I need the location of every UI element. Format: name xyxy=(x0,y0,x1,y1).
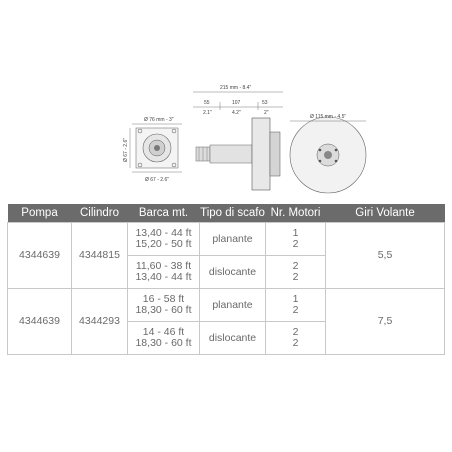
motori-line: 2 xyxy=(292,304,299,316)
back-diameter-label: Ø 115 mm - 4.5" xyxy=(310,114,347,120)
barca-line: 16 - 58 ft xyxy=(142,293,185,305)
front-diameter-top-label: Ø 76 mm - 3" xyxy=(144,117,174,123)
table-row xyxy=(8,289,445,322)
motori-line: 1 xyxy=(292,227,299,239)
barca-line: 11,60 - 38 ft xyxy=(135,260,192,272)
giri-volante-cell: 7,5 xyxy=(326,289,445,355)
pump-side-view xyxy=(193,92,283,190)
barca-line: 13,40 - 44 ft xyxy=(135,227,192,239)
motori-line: 2 xyxy=(292,260,299,272)
giri-volante-cell: 5,5 xyxy=(326,223,445,289)
side-seg3-in-label: 2" xyxy=(264,110,269,116)
tipo-scafo-cell: dislocante xyxy=(200,256,266,289)
barca-line: 18,30 - 60 ft xyxy=(135,337,192,349)
header-barca: Barca mt. xyxy=(128,204,200,223)
motori-cell xyxy=(266,223,326,256)
barca-cell xyxy=(128,223,200,256)
motori-line: 2 xyxy=(292,238,299,250)
barca-cell xyxy=(128,256,200,289)
side-seg2-in-label: 4.2" xyxy=(232,110,241,116)
header-nr-motori: Nr. Motori xyxy=(266,204,326,223)
front-diameter-side-label: Ø 67 - 2.6" xyxy=(123,137,129,162)
cilindro-cell: 4344293 xyxy=(72,289,128,355)
motori-cell xyxy=(266,289,326,322)
tipo-scafo-cell: dislocante xyxy=(200,322,266,355)
cilindro-cell: 4344815 xyxy=(72,223,128,289)
header-pompa: Pompa xyxy=(8,204,72,223)
barca-line: 14 - 46 ft xyxy=(142,326,185,338)
motori-line: 1 xyxy=(292,293,299,305)
barca-cell xyxy=(128,289,200,322)
header-cilindro: Cilindro xyxy=(72,204,128,223)
barca-line: 18,30 - 60 ft xyxy=(135,304,192,316)
header-tipo-scafo: Tipo di scafo xyxy=(200,204,266,223)
side-seg1-in-label: 2.1" xyxy=(203,110,212,116)
barca-cell xyxy=(128,322,200,355)
motori-line: 2 xyxy=(292,271,299,283)
side-total-length-label: 215 mm - 8.4" xyxy=(220,85,252,91)
barca-line: 15,20 - 50 ft xyxy=(135,238,192,250)
header-giri-volante: Giri Volante xyxy=(326,204,445,223)
table-header-row xyxy=(8,204,445,223)
motori-cell xyxy=(266,322,326,355)
side-seg3-mm-label: 53 xyxy=(262,100,268,106)
motori-cell xyxy=(266,256,326,289)
technical-drawing xyxy=(0,0,452,200)
pump-back-view xyxy=(290,117,366,193)
motori-line: 2 xyxy=(292,337,299,349)
table-row xyxy=(8,223,445,256)
front-diameter-bottom-label: Ø 67 - 2.6" xyxy=(145,177,170,183)
side-seg1-mm-label: 55 xyxy=(204,100,210,106)
pompa-cell: 4344639 xyxy=(8,223,72,289)
pump-front-view xyxy=(130,124,182,172)
motori-line: 2 xyxy=(292,326,299,338)
side-seg2-mm-label: 107 xyxy=(232,100,241,106)
tipo-scafo-cell: planante xyxy=(200,289,266,322)
barca-line: 13,40 - 44 ft xyxy=(135,271,192,283)
tipo-scafo-cell: planante xyxy=(200,223,266,256)
pompa-cell: 4344639 xyxy=(8,289,72,355)
specs-table xyxy=(7,204,445,355)
